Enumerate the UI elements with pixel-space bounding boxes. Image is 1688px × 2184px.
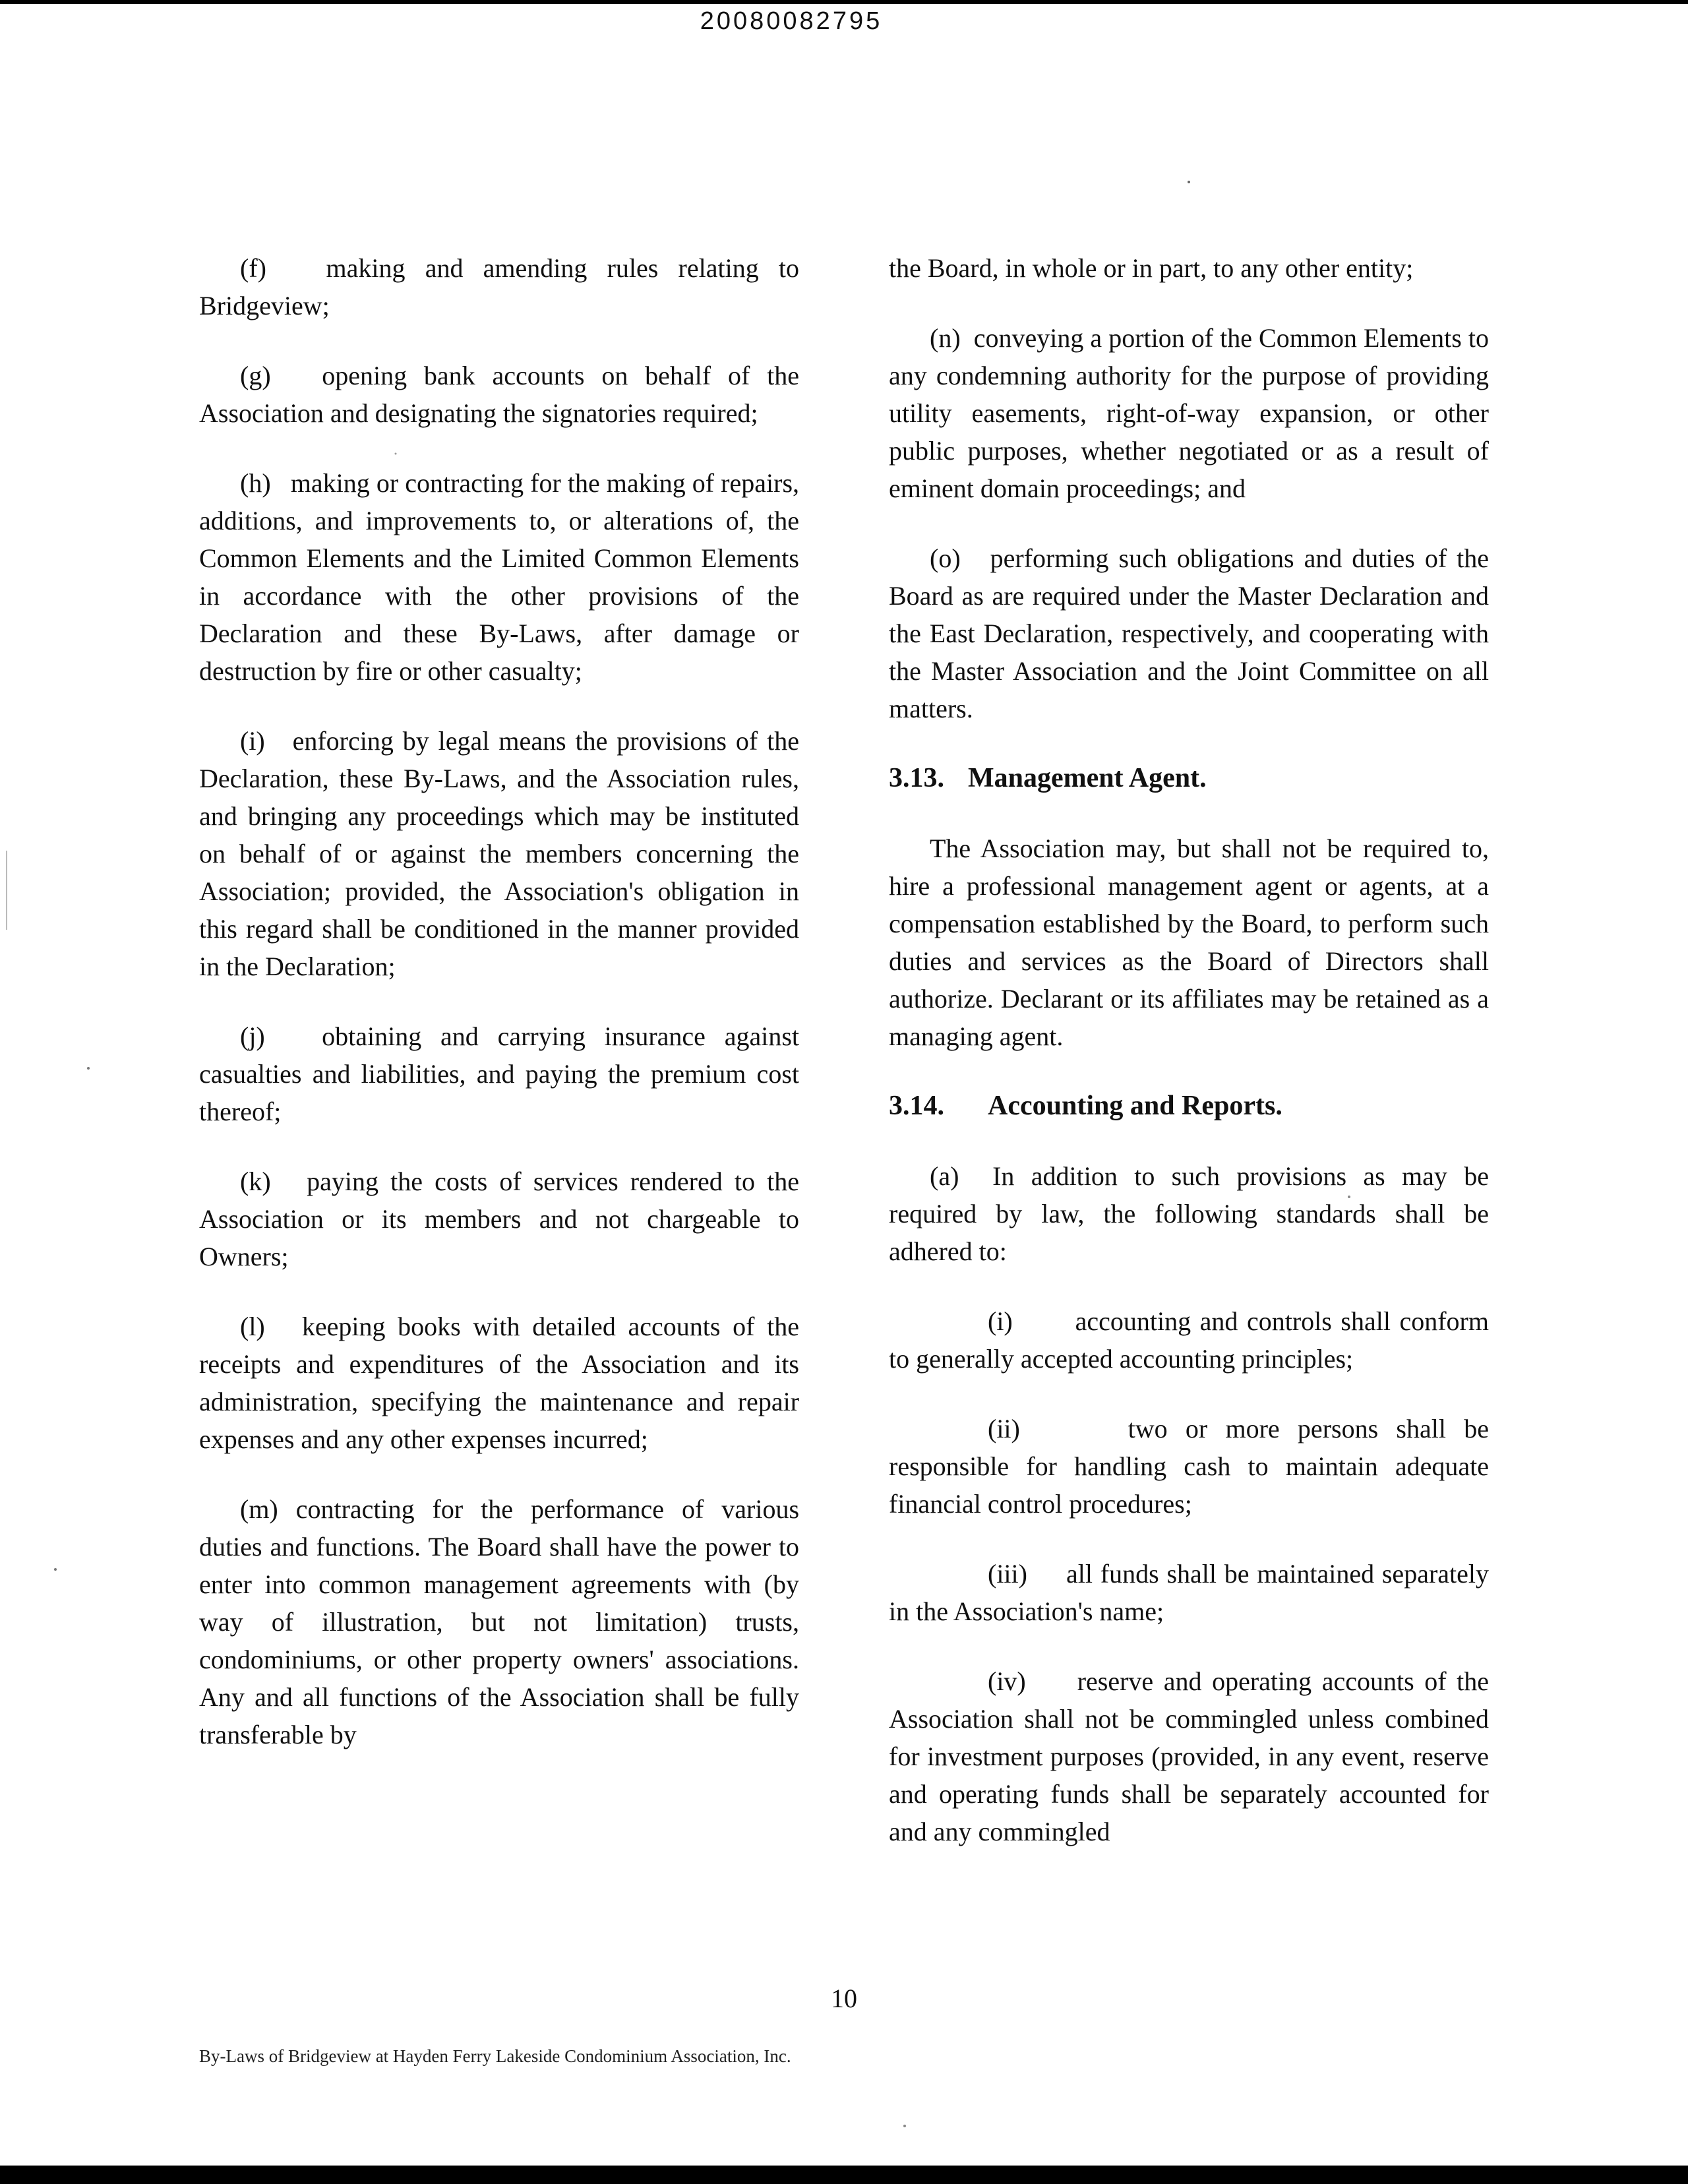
subclause-iv bbox=[889, 1662, 1489, 1850]
bottom-scan-border bbox=[0, 2166, 1688, 2184]
clause-text: making and amending rules relating to Bridgeview; bbox=[199, 253, 799, 320]
clause-marker: (i) bbox=[240, 726, 265, 756]
clause-h bbox=[199, 464, 799, 690]
clause-text: reserve and operating accounts of the Association shall not be commingled unless combined for investment purposes (provided, in any event, reserve and operating funds shall be separately accounted for and any commingled bbox=[889, 1666, 1490, 1846]
clause-marker: (iii) bbox=[988, 1559, 1027, 1589]
clause-text: making or contracting for the making of repairs, additions, and improvements to, or alterations of, the Common Elements and the Limited Common Elements in accordance with the other provisions of the Declaration and these By-Laws, after damage or destruction by fire or other casualty; bbox=[199, 468, 800, 686]
clause-g bbox=[199, 357, 799, 432]
left-column bbox=[199, 249, 799, 1786]
clause-marker: (i) bbox=[988, 1306, 1013, 1336]
clause-marker: (l) bbox=[240, 1312, 265, 1341]
right-column bbox=[889, 249, 1489, 1883]
scan-speck bbox=[903, 2125, 906, 2127]
clause-marker: (a) bbox=[930, 1161, 959, 1191]
clause-text: accounting and controls shall conform to generally accepted accounting principles; bbox=[889, 1306, 1489, 1374]
clause-text: two or more persons shall be responsible for handling cash to maintain adequate financial control procedures; bbox=[889, 1414, 1490, 1519]
clause-text: keeping books with detailed accounts of the receipts and expenditures of the Association and its administration, specifying the maintenance and repair expenses and any other expenses incurred; bbox=[199, 1312, 800, 1454]
clause-text: performing such obligations and duties of the Board as are required under the Master Declaration and the East Declaration, respectively, and cooperating with the Master Association and the Joint Committee on all matters. bbox=[889, 543, 1490, 723]
section-3-14-intro bbox=[889, 1157, 1489, 1270]
clause-j bbox=[199, 1017, 799, 1130]
clause-n bbox=[889, 319, 1489, 507]
clause-marker: (k) bbox=[240, 1167, 271, 1196]
section-title: Accounting and Reports. bbox=[988, 1091, 1282, 1121]
section-heading-3-13 bbox=[889, 760, 1489, 797]
clause-text: paying the costs of services rendered to the Association or its members and not chargeable to Owners; bbox=[199, 1167, 800, 1271]
clause-text: obtaining and carrying insurance against casualties and liabilities, and paying the premium cost thereof; bbox=[199, 1021, 800, 1126]
section-title: Management Agent. bbox=[968, 763, 1207, 793]
clause-marker: (f) bbox=[240, 253, 266, 283]
scan-speck bbox=[1188, 181, 1190, 183]
clause-m-continuation: the Board, in whole or in part, to any other entity; bbox=[889, 253, 1414, 283]
clause-text: conveying a portion of the Common Elements to any condemning authority for the purpose of providing utility easements, right-of-way expansion, or other public purposes, whether negotiated or as a result of eminent domain proceedings; and bbox=[889, 323, 1490, 503]
subclause-ii bbox=[889, 1410, 1489, 1523]
page-number: 10 bbox=[831, 1984, 857, 2013]
clause-marker: (iv) bbox=[988, 1666, 1026, 1696]
clause-marker: (j) bbox=[240, 1021, 265, 1051]
clause-f bbox=[199, 249, 799, 324]
clause-text: opening bank accounts on behalf of the Association and designating the signatories required; bbox=[199, 361, 799, 428]
clause-text: In addition to such provisions as may be required by law, the following standards shall be adhered to: bbox=[889, 1161, 1490, 1266]
clause-marker: (h) bbox=[240, 468, 271, 498]
clause-k bbox=[199, 1163, 799, 1275]
clause-marker: (m) bbox=[240, 1494, 278, 1524]
clause-l bbox=[199, 1308, 799, 1458]
clause-m bbox=[199, 1490, 799, 1753]
clause-text: all funds shall be maintained separately in the Association's name; bbox=[889, 1559, 1489, 1626]
clause-text: contracting for the performance of various duties and functions. The Board shall have the power to enter into common management agreements with (by way of illustration, but not limitation) trusts, condominiums, or other property owners' associations. Any and all functions of the Association shall be fully transferable by bbox=[199, 1494, 800, 1749]
scan-speck bbox=[87, 1067, 90, 1070]
document-number: 20080082795 bbox=[646, 4, 936, 38]
subclause-iii bbox=[889, 1555, 1489, 1630]
clause-marker: (n) bbox=[930, 323, 961, 353]
clause-i bbox=[199, 722, 799, 985]
clause-text: enforcing by legal means the provisions of the Declaration, these By-Laws, and the Association rules, and bringing any proceedings which may be instituted on behalf of or against the members concerning the Association; provided, the Association's obligation in this regard shall be conditioned in the manner provided in the Declaration; bbox=[199, 726, 799, 981]
section-3-13-body: The Association may, but shall not be required to, hire a professional management agent or agents, at a compensation established by the Board, to perform such duties and services as the Board of Directors shall authorize. Declarant or its affiliates may be retained as a managing agent. bbox=[889, 834, 1489, 1051]
page-footer: By-Laws of Bridgeview at Hayden Ferry Lakeside Condominium Association, Inc. bbox=[199, 2046, 791, 2066]
subclause-i bbox=[889, 1302, 1489, 1378]
clause-marker: (o) bbox=[930, 543, 961, 573]
section-heading-3-14 bbox=[889, 1087, 1489, 1125]
clause-o bbox=[889, 539, 1489, 727]
section-number: 3.13. bbox=[889, 763, 944, 793]
section-number: 3.14. bbox=[889, 1091, 944, 1121]
clause-marker: (ii) bbox=[988, 1414, 1020, 1443]
clause-marker: (g) bbox=[240, 361, 271, 390]
scan-speck bbox=[54, 1568, 57, 1571]
